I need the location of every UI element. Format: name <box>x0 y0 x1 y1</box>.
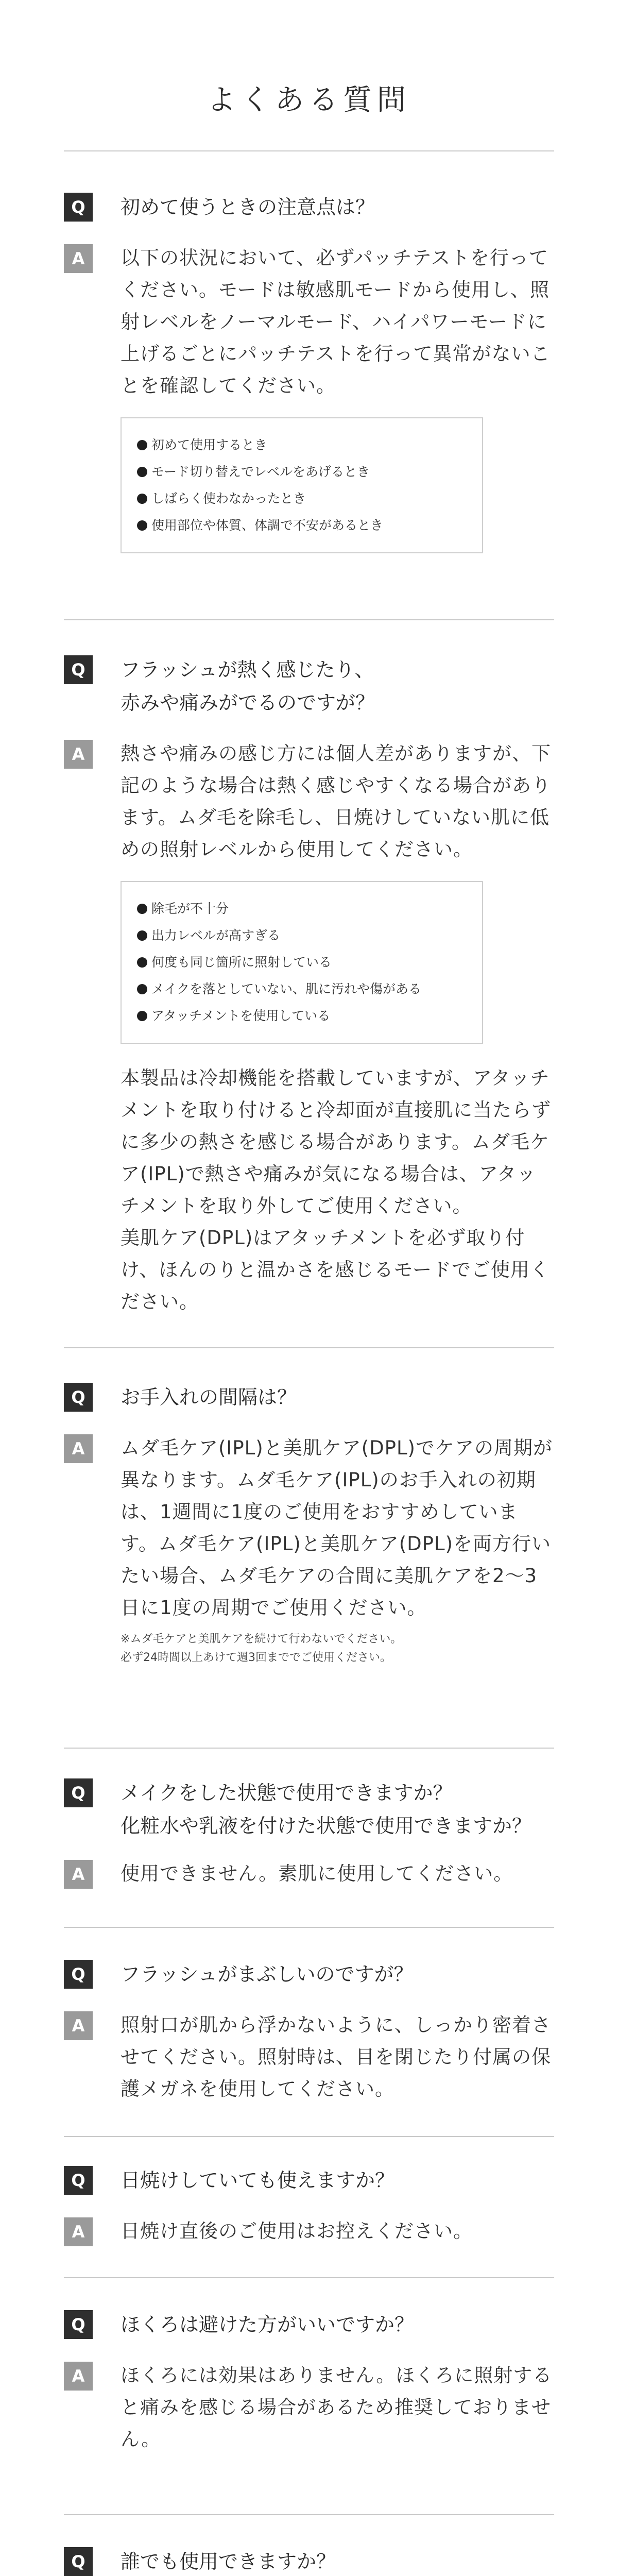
a-badge: A <box>64 740 93 769</box>
divider <box>64 150 554 151</box>
answer-text: ムダ毛ケア(IPL)と美肌ケア(DPL)でケアの周期が異なります。ムダ毛ケア(IPL)のお手入れの初期は、1週間に1度のご使用をおすすめしています。ムダ毛ケア(IPL)と美肌ケア(DPL)を両方行いたい場合、ムダ毛ケアの合間に美肌ケアを2〜3日に1度の周期でご使用ください。 <box>121 1437 553 1619</box>
answer-text: 以下の状況において、必ずパッチテストを行ってください。モードは敏感肌モードから使用し、照射レベルをノーマルモード、ハイパワーモードに上げるごとにパッチテストを行って異常がないことを確認してください。 <box>121 247 551 397</box>
answer-row <box>64 2360 554 2455</box>
answer-text-2: 本製品は冷却機能を搭載していますが、アタッチメントを取り付けると冷却面が直接肌に当たらずに多少の熱さを感じる場合があります。ムダ毛ケア(IPL)で熱さや痛みが気になる場合は、アタッチメントを取り外してご使用ください。 美肌ケア(DPL)はアタッチメントを必ず取り付け、ほんのりと温かさを感じるモードでご使用ください。 <box>121 1067 551 1313</box>
condition-item: アタッチメントを使用している <box>137 1003 467 1029</box>
answer-row <box>64 1432 554 1667</box>
question-text: ほくろは避けた方がいいですか？ <box>121 2313 415 2336</box>
q-badge: Q <box>64 2547 93 2576</box>
a-badge: A <box>64 1860 93 1889</box>
question-row <box>64 2308 554 2341</box>
q-badge: Q <box>64 655 93 684</box>
answer-text: ほくろには効果はありません。ほくろに照射すると痛みを感じる場合があるため推奨しておりません。 <box>121 2364 553 2450</box>
divider <box>64 2136 554 2137</box>
page-title: よくある質問 <box>207 83 411 117</box>
question-row <box>64 1958 554 1991</box>
a-badge: A <box>64 244 93 273</box>
question-text: 初めて使うときの注意点は？ <box>121 196 375 218</box>
answer-row <box>64 2215 554 2247</box>
answer-note: ※ムダ毛ケアと美肌ケアを続けて行わないでください。 必ず24時間以上あけて週3回まででご使用ください。 <box>121 1633 402 1664</box>
question-text: フラッシュが熱く感じたり、 赤みや痛みがでるのですが？ <box>121 658 375 714</box>
faq-item-7 <box>64 2308 554 2455</box>
question-text: メイクをした状態で使用できますか？ 化粧水や乳液を付けた状態で使用できますか？ <box>121 1782 532 1837</box>
faq-item-1 <box>64 191 554 553</box>
faq-item-8 <box>64 2545 554 2576</box>
divider <box>64 1347 554 1348</box>
condition-item: モード切り替えでレベルをあげるとき <box>137 459 467 485</box>
a-badge: A <box>64 1434 93 1463</box>
condition-item: 初めて使用するとき <box>137 432 467 459</box>
question-row <box>64 2545 554 2576</box>
answer-text: 照射口が肌から浮かないように、しっかり密着させてください。照射時は、目を閉じたり付属の保護メガネを使用してください。 <box>121 2014 551 2100</box>
faq-item-4 <box>64 1776 554 1890</box>
faq-item-3 <box>64 1381 554 1667</box>
question-row <box>64 1776 554 1842</box>
answer-text: 使用できません。素肌に使用してください。 <box>121 1862 513 1885</box>
divider <box>64 1748 554 1749</box>
question-row <box>64 191 554 224</box>
question-text: お手入れの間隔は？ <box>121 1386 297 1409</box>
condition-item: 出力レベルが高すぎる <box>137 922 467 949</box>
question-row <box>64 1381 554 1414</box>
question-row <box>64 2164 554 2197</box>
q-badge: Q <box>64 1778 93 1807</box>
condition-box <box>121 881 483 1044</box>
divider <box>64 2277 554 2278</box>
faq-item-6 <box>64 2164 554 2247</box>
answer-extra <box>64 1062 554 1318</box>
question-text: 日焼けしていても使えますか？ <box>121 2169 395 2192</box>
answer-text: 日焼け直後のご使用はお控えください。 <box>121 2220 473 2242</box>
answer-row <box>64 242 554 402</box>
condition-item: 使用部位や体質、体調で不安があるとき <box>137 512 467 539</box>
condition-item: しばらく使わなかったとき <box>137 485 467 512</box>
q-badge: Q <box>64 2166 93 2195</box>
answer-row <box>64 2009 554 2105</box>
faq-item-5 <box>64 1958 554 2105</box>
a-badge: A <box>64 2362 93 2391</box>
answer-text: 熱さや痛みの感じ方には個人差がありますが、下記のような場合は熱く感じやすくなる場合があります。ムダ毛を除毛し、日焼けしていない肌に低めの照射レベルから使用してください。 <box>121 742 551 860</box>
question-text: 誰でも使用できますか？ <box>121 2550 336 2573</box>
q-badge: Q <box>64 193 93 222</box>
q-badge: Q <box>64 2310 93 2339</box>
condition-item: メイクを落としていない、肌に汚れや傷がある <box>137 976 467 1003</box>
q-badge: Q <box>64 1383 93 1412</box>
condition-box <box>121 417 483 553</box>
condition-item: 除毛が不十分 <box>137 895 467 922</box>
answer-row <box>64 738 554 866</box>
faq-item-2 <box>64 653 554 1318</box>
divider <box>64 619 554 620</box>
a-badge: A <box>64 2011 93 2040</box>
condition-item: 何度も同じ箇所に照射している <box>137 949 467 976</box>
divider <box>64 2514 554 2515</box>
a-badge: A <box>64 2217 93 2246</box>
question-text: フラッシュがまぶしいのですが？ <box>121 1963 414 1986</box>
divider <box>64 1927 554 1928</box>
answer-row <box>64 1858 554 1890</box>
q-badge: Q <box>64 1960 93 1989</box>
question-row <box>64 653 554 719</box>
